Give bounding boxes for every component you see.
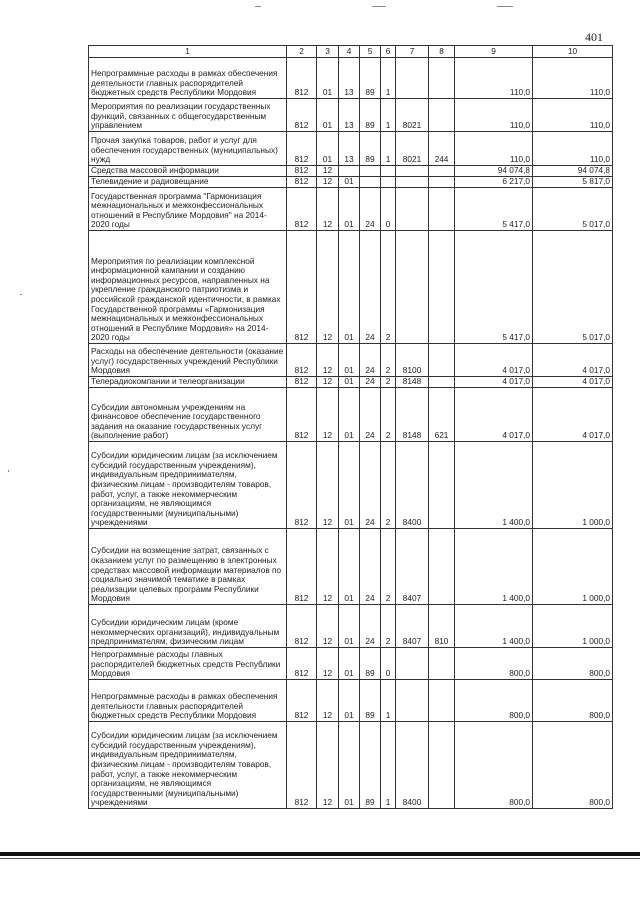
cell-code: 01 xyxy=(339,529,360,605)
cell-code: 01 xyxy=(339,722,360,809)
table-row xyxy=(89,58,613,99)
cell-code xyxy=(396,58,429,99)
cell-code: 24 xyxy=(360,442,381,529)
cell-code xyxy=(429,99,455,132)
table-row xyxy=(89,377,613,388)
budget-table xyxy=(88,45,613,809)
cell-code: 13 xyxy=(339,99,360,132)
cell-code: 2 xyxy=(381,377,396,388)
col-header: 1 xyxy=(89,46,287,58)
page-number: 401 xyxy=(585,30,603,44)
cell-amount: 1 000,0 xyxy=(533,605,613,648)
cell-amount: 1 000,0 xyxy=(533,529,613,605)
cell-code: 1 xyxy=(381,132,396,166)
col-header: 3 xyxy=(317,46,339,58)
table-row xyxy=(89,605,613,648)
cell-code: 12 xyxy=(317,166,339,177)
cell-code: 8100 xyxy=(396,344,429,377)
cell-code xyxy=(396,231,429,344)
cell-code: 2 xyxy=(381,231,396,344)
cell-code: 812 xyxy=(287,529,317,605)
cell-code: 01 xyxy=(339,442,360,529)
cell-code: 812 xyxy=(287,344,317,377)
cell-code xyxy=(429,377,455,388)
cell-code: 0 xyxy=(381,188,396,231)
cell-amount: 94 074,8 xyxy=(455,166,533,177)
cell-code: 8148 xyxy=(396,388,429,442)
cell-code xyxy=(396,166,429,177)
cell-code: 01 xyxy=(317,99,339,132)
cell-code: 812 xyxy=(287,231,317,344)
cell-code xyxy=(381,177,396,188)
row-name: Непрограммные расходы в рамках обеспечения деятельности главных распорядителей бюджетных средств Республики Мордовия xyxy=(89,680,287,722)
cell-code: 24 xyxy=(360,605,381,648)
cell-code xyxy=(429,442,455,529)
cell-amount: 110,0 xyxy=(455,132,533,166)
row-name: Субсидии юридическим лицам (за исключением субсидий государственным учреждениям), индивидуальным предпринимателям, физическим лицам - производителям товаров, работ, услуг, а также некоммерческим организациям, не являющимся государственными (муниципальными) учреждениями xyxy=(89,442,287,529)
table-row xyxy=(89,529,613,605)
cell-code: 812 xyxy=(287,605,317,648)
col-header: 7 xyxy=(396,46,429,58)
cell-code xyxy=(396,177,429,188)
cell-code: 89 xyxy=(360,680,381,722)
row-name: Расходы на обеспечение деятельности (оказание услуг) государственных учреждений Республики Мордовия xyxy=(89,344,287,377)
scan-edge-line xyxy=(0,858,640,859)
cell-code: 812 xyxy=(287,132,317,166)
scan-speck xyxy=(497,6,513,7)
cell-code: 244 xyxy=(429,132,455,166)
col-header: 4 xyxy=(339,46,360,58)
cell-code: 812 xyxy=(287,188,317,231)
cell-amount: 800,0 xyxy=(455,648,533,680)
cell-code: 0 xyxy=(381,648,396,680)
cell-code: 8021 xyxy=(396,99,429,132)
cell-amount: 4 017,0 xyxy=(455,388,533,442)
cell-code: 01 xyxy=(317,58,339,99)
cell-code: 1 xyxy=(381,680,396,722)
cell-code: 812 xyxy=(287,377,317,388)
cell-code: 01 xyxy=(339,231,360,344)
cell-amount: 5 017,0 xyxy=(533,188,613,231)
cell-code: 8400 xyxy=(396,722,429,809)
table-row xyxy=(89,177,613,188)
table-row xyxy=(89,648,613,680)
scan-speck xyxy=(372,6,386,7)
table-row xyxy=(89,344,613,377)
row-name: Телерадиокомпании и телеорганизации xyxy=(89,377,287,388)
row-name: Государственная программа "Гармонизация межнациональных и межконфессиональных отношений в Республике Мордовия" на 2014-2020 годы xyxy=(89,188,287,231)
row-name: Мероприятия по реализации государственных функций, связанных с общегосударственным управлением xyxy=(89,99,287,132)
scan-speck xyxy=(8,470,9,472)
cell-code xyxy=(396,648,429,680)
cell-code: 89 xyxy=(360,58,381,99)
cell-amount: 4 017,0 xyxy=(533,388,613,442)
cell-code: 13 xyxy=(339,132,360,166)
cell-code: 812 xyxy=(287,722,317,809)
scan-speck xyxy=(20,294,22,295)
cell-code xyxy=(429,344,455,377)
cell-amount: 110,0 xyxy=(455,58,533,99)
cell-code: 01 xyxy=(339,344,360,377)
cell-amount: 110,0 xyxy=(455,99,533,132)
cell-amount: 1 400,0 xyxy=(455,442,533,529)
cell-code: 8148 xyxy=(396,377,429,388)
cell-code: 8021 xyxy=(396,132,429,166)
cell-code xyxy=(429,177,455,188)
cell-code: 2 xyxy=(381,605,396,648)
table-row xyxy=(89,166,613,177)
cell-amount: 5 017,0 xyxy=(533,231,613,344)
cell-code xyxy=(429,58,455,99)
row-name: Прочая закупка товаров, работ и услуг для обеспечения государственных (муниципальных) нужд xyxy=(89,132,287,166)
col-header: 8 xyxy=(429,46,455,58)
cell-code: 812 xyxy=(287,177,317,188)
cell-code: 01 xyxy=(339,605,360,648)
cell-code: 12 xyxy=(317,605,339,648)
cell-code: 2 xyxy=(381,529,396,605)
cell-code: 01 xyxy=(339,177,360,188)
cell-code xyxy=(396,680,429,722)
cell-code: 01 xyxy=(339,680,360,722)
cell-amount: 4 017,0 xyxy=(533,377,613,388)
cell-code: 24 xyxy=(360,377,381,388)
cell-amount: 1 400,0 xyxy=(455,605,533,648)
cell-code: 89 xyxy=(360,99,381,132)
cell-code: 1 xyxy=(381,99,396,132)
cell-code: 24 xyxy=(360,388,381,442)
cell-code: 8407 xyxy=(396,605,429,648)
cell-code xyxy=(429,188,455,231)
cell-amount: 110,0 xyxy=(533,132,613,166)
cell-code: 12 xyxy=(317,722,339,809)
cell-code: 24 xyxy=(360,344,381,377)
cell-code: 810 xyxy=(429,605,455,648)
cell-amount: 800,0 xyxy=(533,648,613,680)
cell-code xyxy=(360,177,381,188)
row-name: Непрограммные расходы в рамках обеспечения деятельности главных распорядителей бюджетных средств Республики Мордовия xyxy=(89,58,287,99)
cell-code: 01 xyxy=(317,132,339,166)
cell-code: 24 xyxy=(360,529,381,605)
cell-code xyxy=(429,648,455,680)
cell-code: 12 xyxy=(317,377,339,388)
cell-amount: 1 400,0 xyxy=(455,529,533,605)
cell-code: 12 xyxy=(317,442,339,529)
cell-code xyxy=(429,529,455,605)
cell-code: 12 xyxy=(317,529,339,605)
cell-code: 812 xyxy=(287,442,317,529)
cell-amount: 1 000,0 xyxy=(533,442,613,529)
row-name: Телевидение и радиовещание xyxy=(89,177,287,188)
cell-code: 812 xyxy=(287,648,317,680)
table-row xyxy=(89,680,613,722)
cell-code: 01 xyxy=(339,648,360,680)
cell-amount: 4 017,0 xyxy=(455,377,533,388)
cell-code: 12 xyxy=(317,680,339,722)
cell-code xyxy=(429,722,455,809)
cell-code: 89 xyxy=(360,648,381,680)
cell-code xyxy=(360,166,381,177)
cell-amount: 110,0 xyxy=(533,58,613,99)
cell-amount: 4 017,0 xyxy=(533,344,613,377)
cell-code: 621 xyxy=(429,388,455,442)
cell-code: 12 xyxy=(317,188,339,231)
cell-code: 01 xyxy=(339,188,360,231)
cell-code: 12 xyxy=(317,344,339,377)
cell-code: 812 xyxy=(287,166,317,177)
table-row xyxy=(89,442,613,529)
cell-amount: 6 217,0 xyxy=(455,177,533,188)
row-name: Субсидии автономным учреждениям на финансовое обеспечение государственного задания на оказание государственных услуг (выполнение работ) xyxy=(89,388,287,442)
row-name: Мероприятия по реализации комплексной информационной кампании и созданию информационных ресурсов, направленных на укрепление гражданского патриотизма и российской гражданской идентичности, в рамках Государственной программы «Гармонизация межнациональных и межконфессиональных отношений в Республике Мордовия» на 2014-2020 годы xyxy=(89,231,287,344)
cell-code xyxy=(396,188,429,231)
cell-code: 24 xyxy=(360,231,381,344)
cell-code: 89 xyxy=(360,722,381,809)
col-header: 2 xyxy=(287,46,317,58)
cell-code: 812 xyxy=(287,680,317,722)
cell-amount: 5 417,0 xyxy=(455,231,533,344)
col-header: 5 xyxy=(360,46,381,58)
header-row xyxy=(89,46,613,58)
table-row xyxy=(89,231,613,344)
col-header: 6 xyxy=(381,46,396,58)
table-row xyxy=(89,188,613,231)
col-header: 10 xyxy=(533,46,613,58)
table-row xyxy=(89,388,613,442)
cell-code xyxy=(429,166,455,177)
cell-code: 812 xyxy=(287,388,317,442)
cell-code: 1 xyxy=(381,722,396,809)
cell-code: 13 xyxy=(339,58,360,99)
cell-code xyxy=(381,166,396,177)
col-header: 9 xyxy=(455,46,533,58)
cell-code: 812 xyxy=(287,99,317,132)
cell-amount: 4 017,0 xyxy=(455,344,533,377)
cell-amount: 5 417,0 xyxy=(455,188,533,231)
cell-amount: 800,0 xyxy=(455,722,533,809)
cell-amount: 94 074,8 xyxy=(533,166,613,177)
cell-code: 8400 xyxy=(396,442,429,529)
cell-code xyxy=(429,680,455,722)
row-name: Субсидии на возмещение затрат, связанных с оказанием услуг по размещению в электронных средствах массовой информации материалов по социально значимой тематике в рамках реализации целевых программ Республики Мордовия xyxy=(89,529,287,605)
cell-code: 812 xyxy=(287,58,317,99)
cell-code: 2 xyxy=(381,344,396,377)
table-row xyxy=(89,99,613,132)
table-row xyxy=(89,132,613,166)
cell-amount: 5 817,0 xyxy=(533,177,613,188)
scan-speck xyxy=(255,6,261,7)
cell-code: 12 xyxy=(317,648,339,680)
row-name: Средства массовой информации xyxy=(89,166,287,177)
cell-amount: 800,0 xyxy=(455,680,533,722)
cell-code xyxy=(339,166,360,177)
scan-edge-bar xyxy=(0,852,640,856)
cell-code: 2 xyxy=(381,388,396,442)
cell-code: 01 xyxy=(339,377,360,388)
cell-code: 12 xyxy=(317,177,339,188)
cell-code: 01 xyxy=(339,388,360,442)
cell-code: 89 xyxy=(360,132,381,166)
table-row xyxy=(89,722,613,809)
row-name: Субсидии юридическим лицам (за исключением субсидий государственным учреждениям), индивидуальным предпринимателям, физическим лицам - производителям товаров, работ, услуг, а также некоммерческим организациям, не являющимся государственными (муниципальными) учреждениями xyxy=(89,722,287,809)
row-name: Субсидии юридическим лицам (кроме некоммерческих организаций), индивидуальным предпринимателям, физическим лицам xyxy=(89,605,287,648)
cell-code: 8407 xyxy=(396,529,429,605)
cell-amount: 800,0 xyxy=(533,722,613,809)
cell-code: 1 xyxy=(381,58,396,99)
cell-amount: 110,0 xyxy=(533,99,613,132)
cell-code: 12 xyxy=(317,388,339,442)
cell-code: 12 xyxy=(317,231,339,344)
cell-code: 24 xyxy=(360,188,381,231)
row-name: Непрограммные расходы главных распорядителей бюджетных средств Республики Мордовия xyxy=(89,648,287,680)
cell-code xyxy=(429,231,455,344)
cell-code: 2 xyxy=(381,442,396,529)
cell-amount: 800,0 xyxy=(533,680,613,722)
